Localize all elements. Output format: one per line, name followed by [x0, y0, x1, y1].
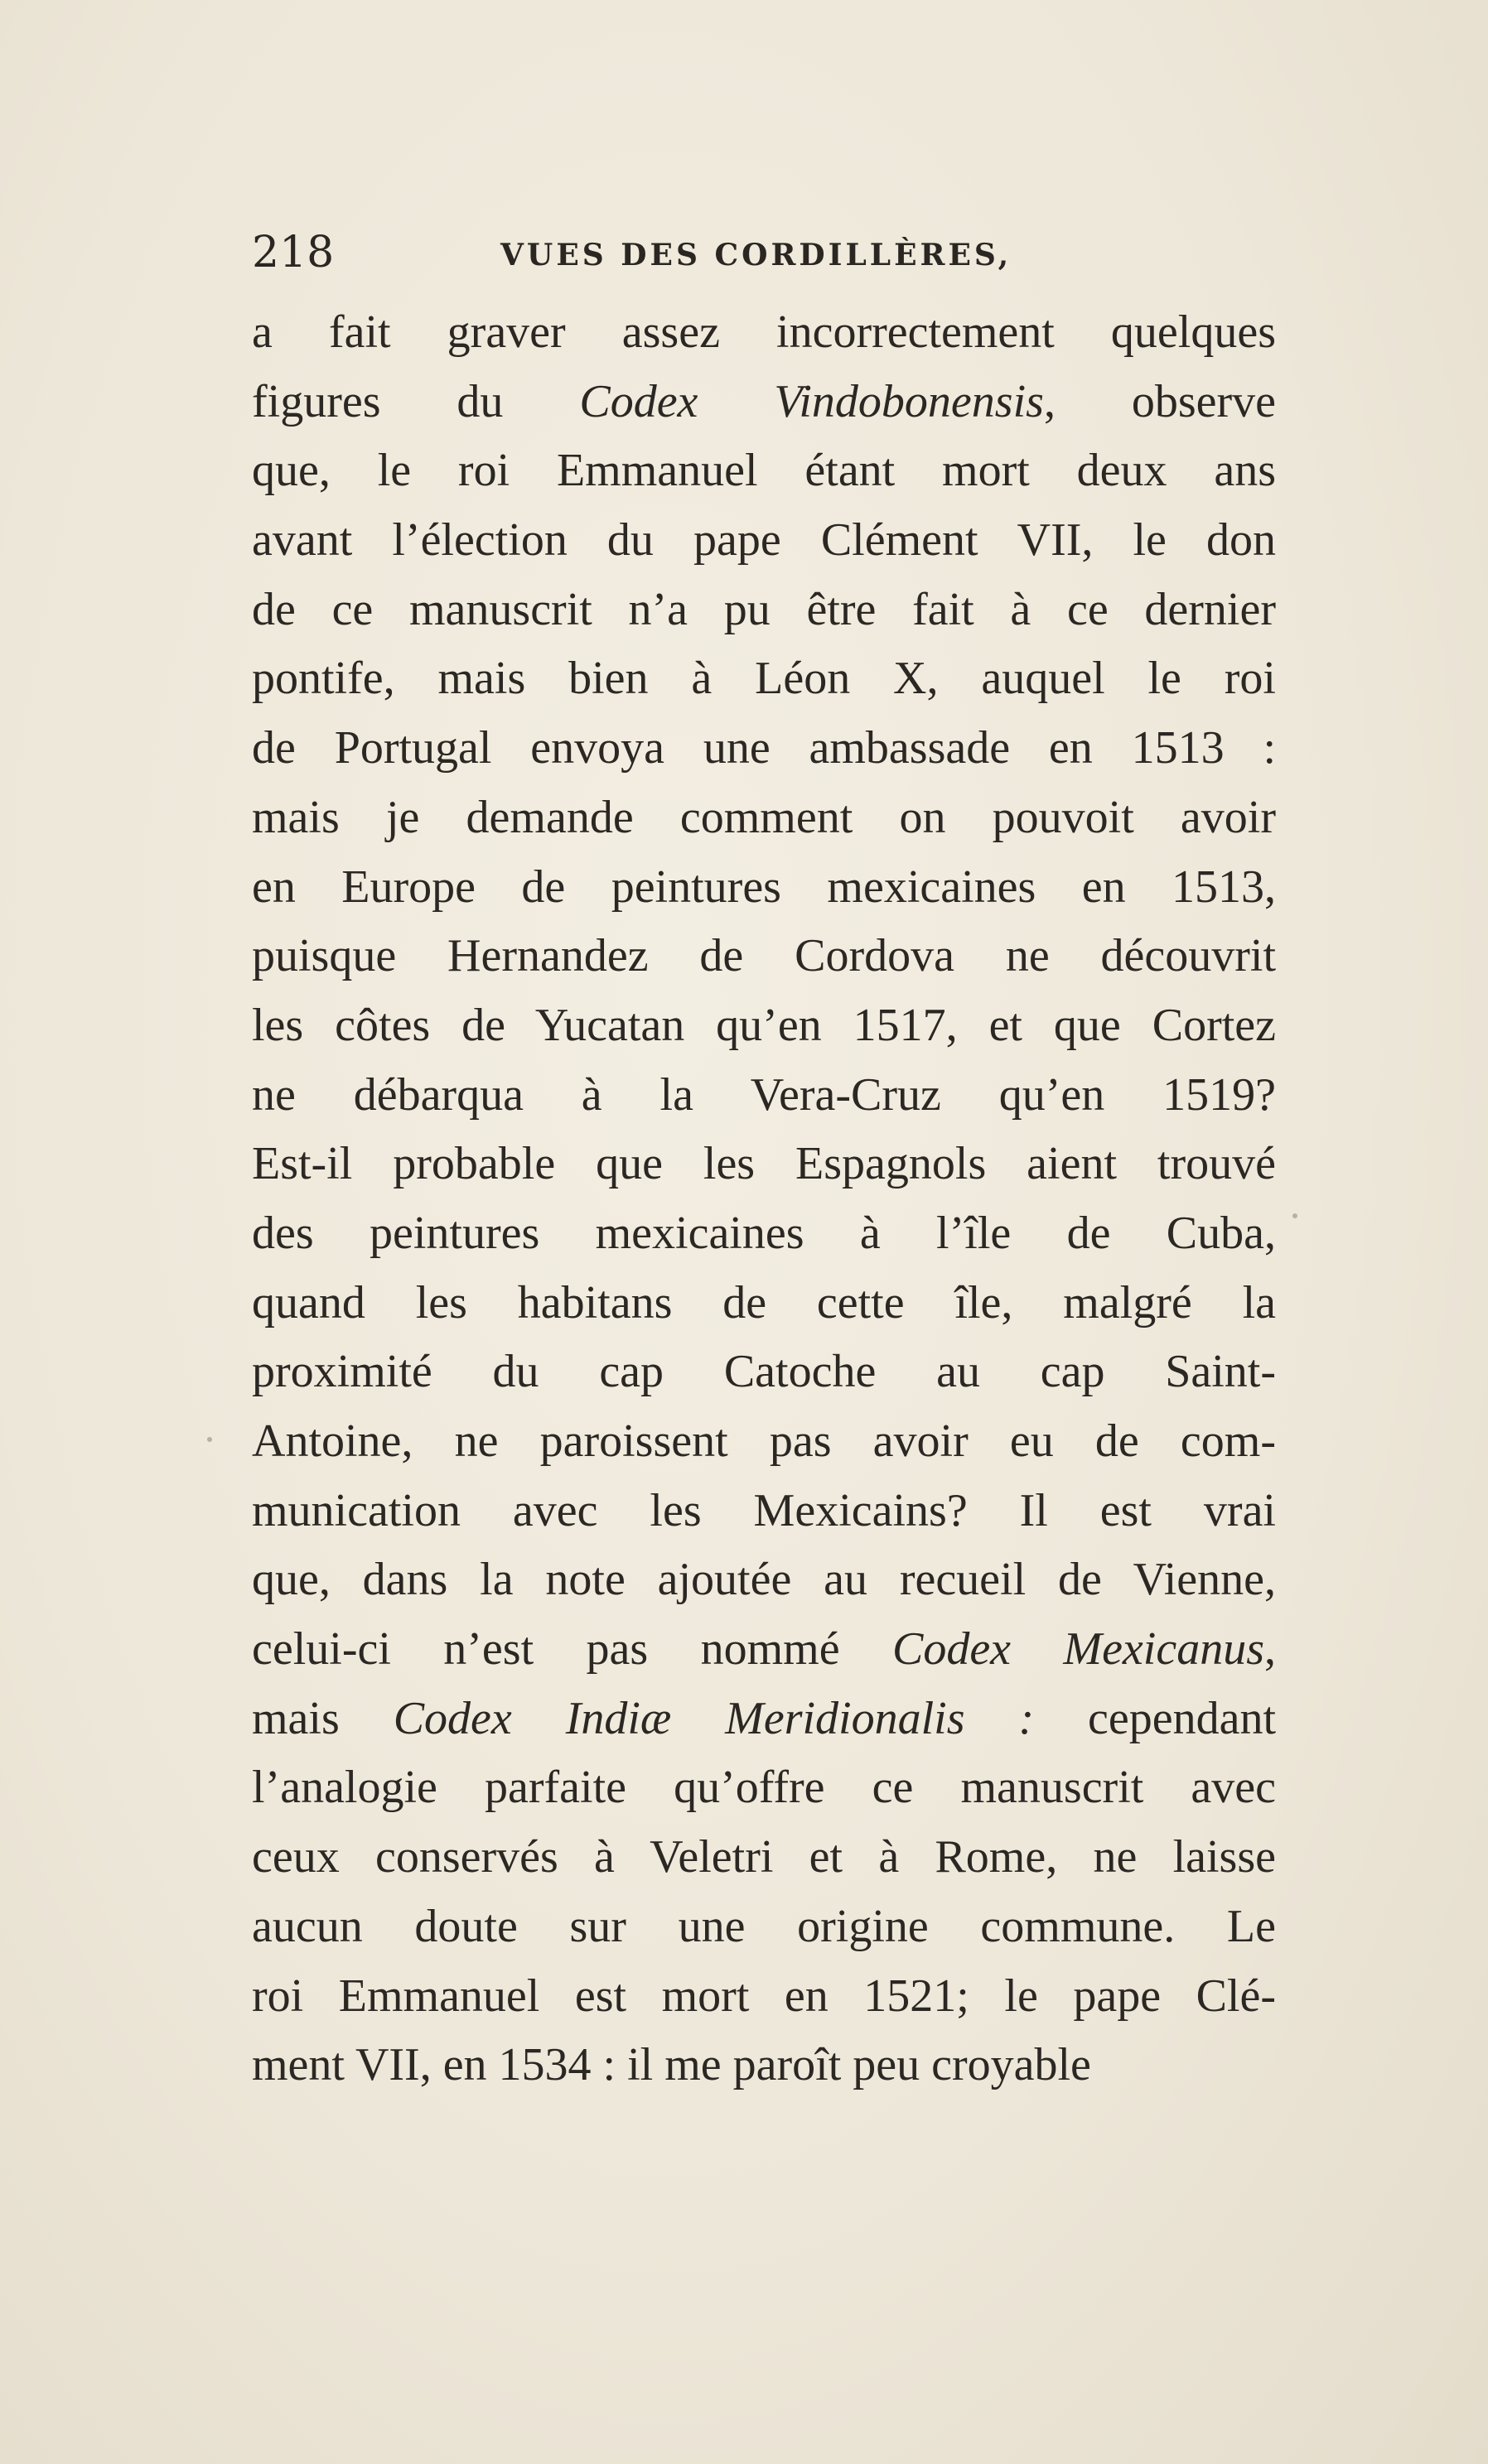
text-line: [252, 644, 1276, 714]
text-line: [252, 1269, 1276, 1338]
text-line: [252, 922, 1276, 991]
text-run: que, le roi Emmanuel étant mort deux ans: [252, 445, 1276, 497]
text-run: Antoine, ne paroissent pas avoir eu de com-: [252, 1415, 1276, 1467]
body-text: [252, 298, 1276, 2100]
text-run: puisque Hernandez de Cordova ne découvrit: [252, 930, 1276, 982]
text-run: ceux conservés à Veletri et à Rome, ne laisse: [252, 1831, 1276, 1883]
text-run: figures du: [252, 375, 580, 427]
text-line: [252, 784, 1276, 853]
text-run: de ce manuscrit n’a pu être fait à ce dernier: [252, 583, 1276, 635]
text-line: [252, 436, 1276, 506]
text-run: munication avec les Mexicains? Il est vrai: [252, 1484, 1276, 1536]
text-run: des peintures mexicaines à l’île de Cuba,: [252, 1207, 1276, 1259]
text-line: [252, 1407, 1276, 1477]
text-run: celui-ci n’est pas nommé: [252, 1623, 892, 1676]
text-run: l’analogie parfaite qu’offre ce manuscrit avec: [252, 1762, 1276, 1814]
text-run: ment VII, en 1534 : il me paroît peu croyable: [252, 2039, 1091, 2091]
text-line: [252, 1477, 1276, 1546]
text-line: [252, 1893, 1276, 1962]
running-head: [252, 224, 1279, 282]
text-line: [252, 368, 1276, 437]
text-line: [252, 1338, 1276, 1407]
italic-title: Codex Mexicanus: [891, 1623, 1264, 1676]
text-run: avant l’élection du pape Clément VII, le don: [252, 514, 1276, 567]
text-line: [252, 1823, 1276, 1893]
text-run: mais je demande comment on pouvoit avoir: [252, 791, 1276, 843]
text-line: [252, 714, 1276, 784]
text-line: [252, 1061, 1276, 1131]
text-run: aucun doute sur une origine commune. Le: [252, 1900, 1276, 1952]
text-line: [252, 1753, 1276, 1823]
text-run: en Europe de peintures mexicaines en 1513,: [252, 861, 1276, 913]
text-run: quand les habitans de cette île, malgré la: [252, 1276, 1276, 1328]
text-line: [252, 1130, 1276, 1199]
text-run: ne débarqua à la Vera-Cruz qu’en 1519?: [252, 1068, 1276, 1121]
text-run: les côtes de Yucatan qu’en 1517, et que Cortez: [252, 999, 1276, 1051]
ink-speck: [1292, 1213, 1297, 1218]
italic-title: Codex Vindobonensis: [579, 375, 1044, 427]
text-run: ,: [1264, 1623, 1276, 1676]
text-run: que, dans la note ajoutée au recueil de Vienne,: [252, 1554, 1276, 1606]
italic-title: Codex Indiæ Meridionalis :: [393, 1692, 1035, 1744]
text-line: [252, 1545, 1276, 1615]
text-run: de Portugal envoya une ambassade en 1513 :: [252, 722, 1276, 774]
text-run: proximité du cap Catoche au cap Saint-: [252, 1346, 1276, 1398]
text-run: roi Emmanuel est mort en 1521; le pape Clé-: [252, 1970, 1276, 2022]
text-run: mais: [252, 1692, 394, 1744]
text-line: [252, 576, 1276, 645]
text-line: [252, 1685, 1276, 1754]
text-line: [252, 1615, 1276, 1685]
running-head-title: VUES DES CORDILLÈRES,: [500, 238, 1012, 272]
text-run: , observe: [1043, 375, 1276, 427]
text-line: [252, 2031, 1276, 2100]
text-line: [252, 853, 1276, 923]
text-run: a fait graver assez incorrectement quelques: [252, 306, 1276, 358]
ink-speck: [207, 1437, 212, 1442]
text-line: [252, 1962, 1276, 2032]
text-line: [252, 298, 1276, 368]
text-run: Est-il probable que les Espagnols aient trouvé: [252, 1138, 1276, 1190]
page-number: 218: [252, 228, 335, 277]
text-run: pontife, mais bien à Léon X, auquel le roi: [252, 653, 1276, 705]
text-run: cependant: [1034, 1692, 1276, 1744]
text-line: [252, 1199, 1276, 1269]
text-line: [252, 506, 1276, 576]
text-line: [252, 991, 1276, 1061]
